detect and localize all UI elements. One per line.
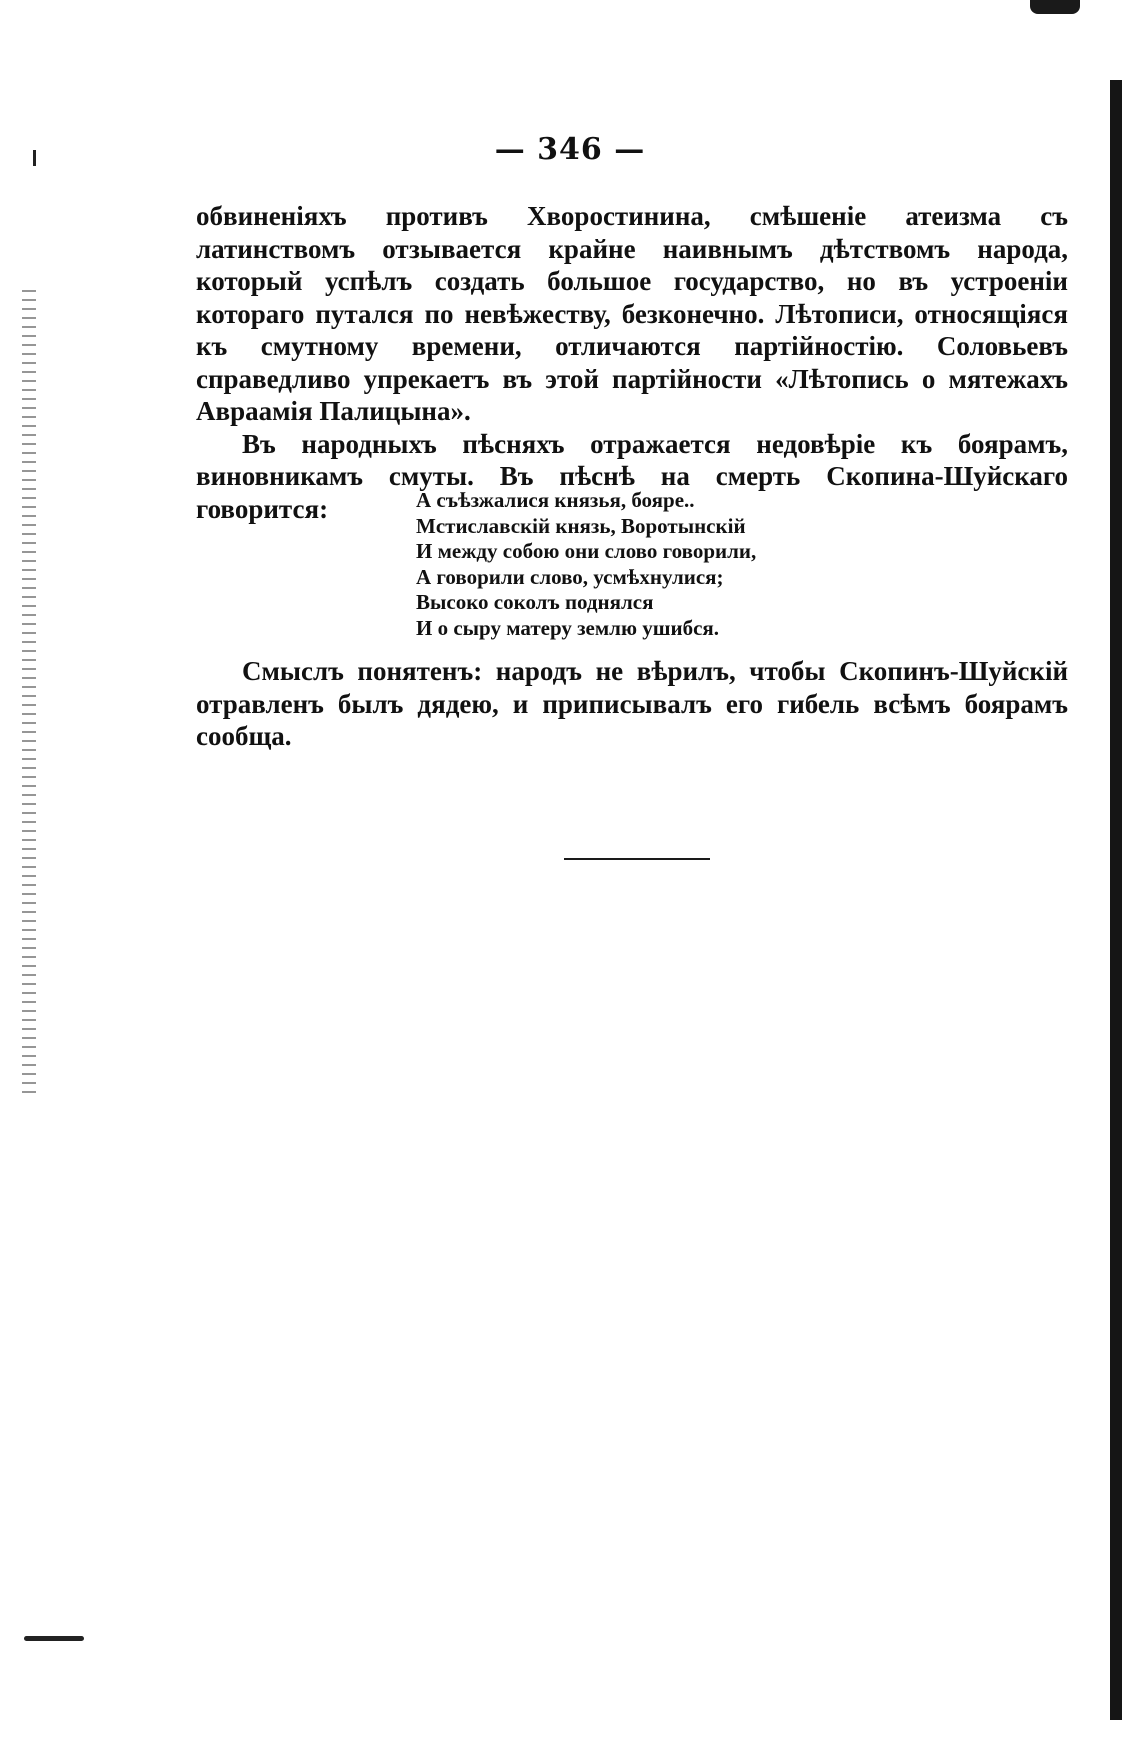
paragraph-1: обвиненіяхъ противъ Хворостинина, смѣшеніе атеизма съ латинствомъ отзывается крайне наивнымъ дѣтствомъ народа, который успѣлъ создать большое государство, но въ устроеніи котораго путался по невѣжеству, безконечно. Лѣтописи, относящіяся къ смутному времени, отличаются партійностію. Соловьевъ справедливо упрекаетъ въ этой партійности «Лѣтопись о мятежахъ Авраамія Палицына». [196,201,1068,426]
scan-artifact-bottom [24,1636,84,1641]
poem-line: А съѣзжалися князья, бояре.. [416,488,695,512]
scan-edge-right [1110,80,1122,1720]
poem-line: И о сыру матеру землю ушибся. [416,615,720,640]
paragraph-2: Въ народныхъ пѣсняхъ отражается недовѣріе къ боярамъ, виновникамъ смуты. Въ пѣснѣ на смерть Скопина-Шуйскаго говорится: [196,428,1068,524]
poem-quote [416,488,756,641]
scan-artifact-top [1030,0,1080,14]
poem-line: Высоко соколъ поднялся [416,590,654,614]
closing-paragraph [196,655,1068,753]
scan-edge-left [22,290,36,1100]
page-number: — 346 — [494,132,646,167]
poem-line: И между собою они слово говорили, [416,539,757,563]
section-end-rule [564,858,710,860]
poem-line: А говорили слово, усмѣхнулися; [416,564,724,589]
main-text [196,200,1068,525]
paragraph-3: Смыслъ понятенъ: народъ не вѣрилъ, чтобы Скопинъ-Шуйскій отравленъ былъ дядею, и приписывалъ его гибель всѣмъ боярамъ сообща. [196,656,1068,751]
poem-line: Мстиславскій князь, Воротынскій [416,513,746,538]
